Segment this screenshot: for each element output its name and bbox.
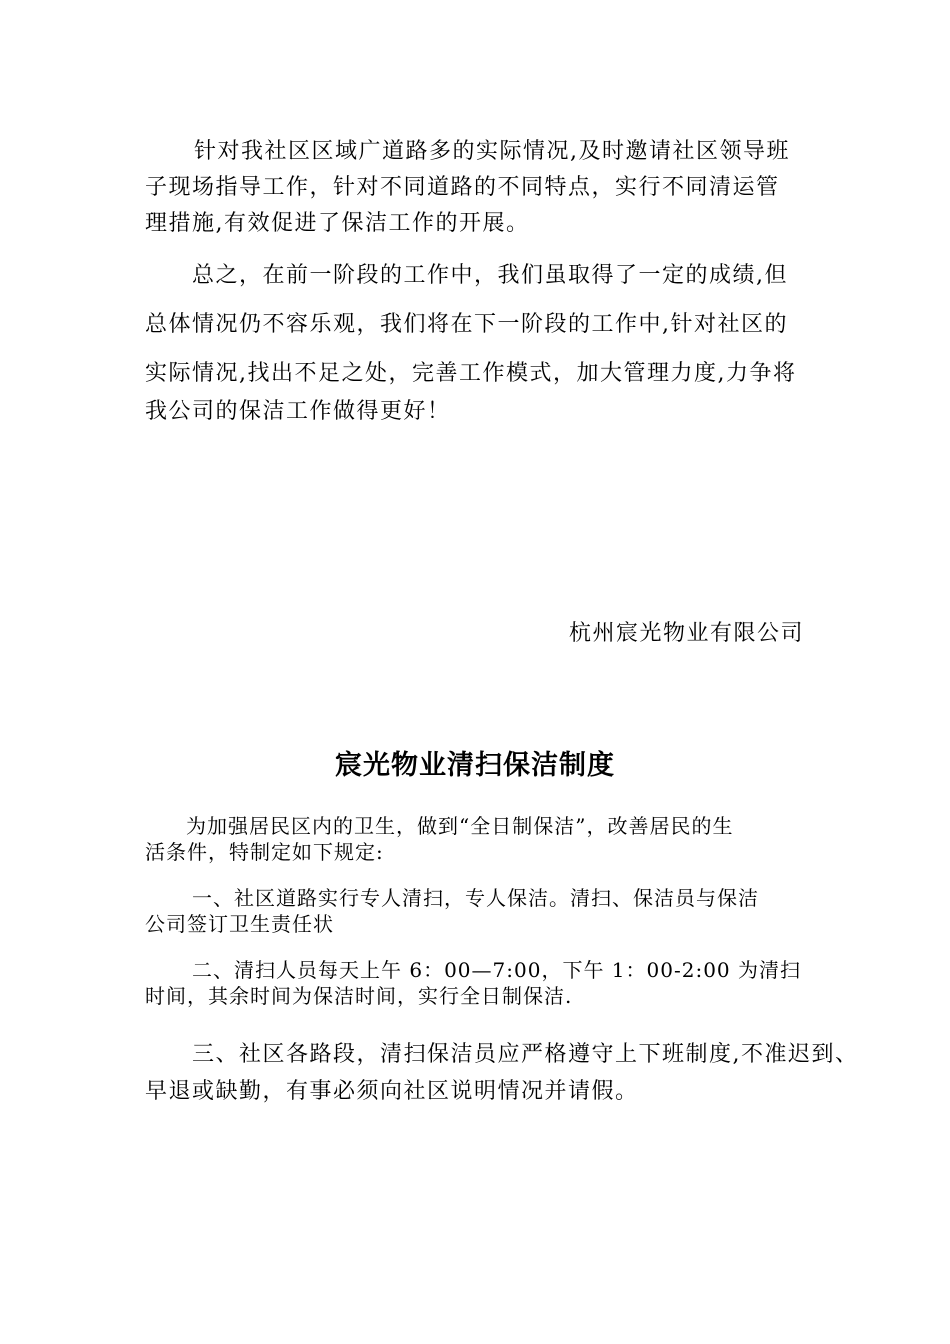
document-title: 宸光物业清扫保洁制度	[335, 750, 615, 781]
text-line: 针对我社区区域广道路多的实际情况,及时邀请社区领导班	[194, 139, 790, 164]
company-signature: 杭州宸光物业有限公司	[568, 621, 804, 646]
text-line: 总之，在前一阶段的工作中，我们虽取得了一定的成绩,但	[192, 263, 788, 288]
text-line: 总体情况仍不容乐观，我们将在下一阶段的工作中,针对社区的	[145, 312, 788, 337]
text-line: 早退或缺勤，有事必须向社区说明情况并请假。	[145, 1079, 639, 1104]
text-line: 时间，其余时间为保洁时间，实行全日制保洁.	[145, 984, 573, 1008]
text-line: 二、清扫人员每天上午 6：00—7:00，下午 1：00-2:00 为清扫	[192, 958, 802, 982]
text-line: 理措施,有效促进了保洁工作的开展。	[145, 211, 530, 236]
text-line: 子现场指导工作，针对不同道路的不同特点，实行不同清运管	[145, 175, 780, 200]
text-line: 三、社区各路段，清扫保洁员应严格遵守上下班制度,不准迟到、	[192, 1042, 859, 1067]
text-line: 我公司的保洁工作做得更好！	[145, 399, 451, 424]
text-line: 活条件，特制定如下规定:	[145, 840, 384, 864]
text-line: 公司签订卫生责任状	[145, 912, 334, 936]
text-line: 为加强居民区内的卫生，做到“全日制保洁”，改善居民的生	[186, 814, 734, 838]
text-line: 一、社区道路实行专人清扫，专人保洁。清扫、保洁员与保洁	[192, 886, 759, 910]
text-line: 实际情况,找出不足之处，完善工作模式，加大管理力度,力争将	[145, 361, 797, 386]
